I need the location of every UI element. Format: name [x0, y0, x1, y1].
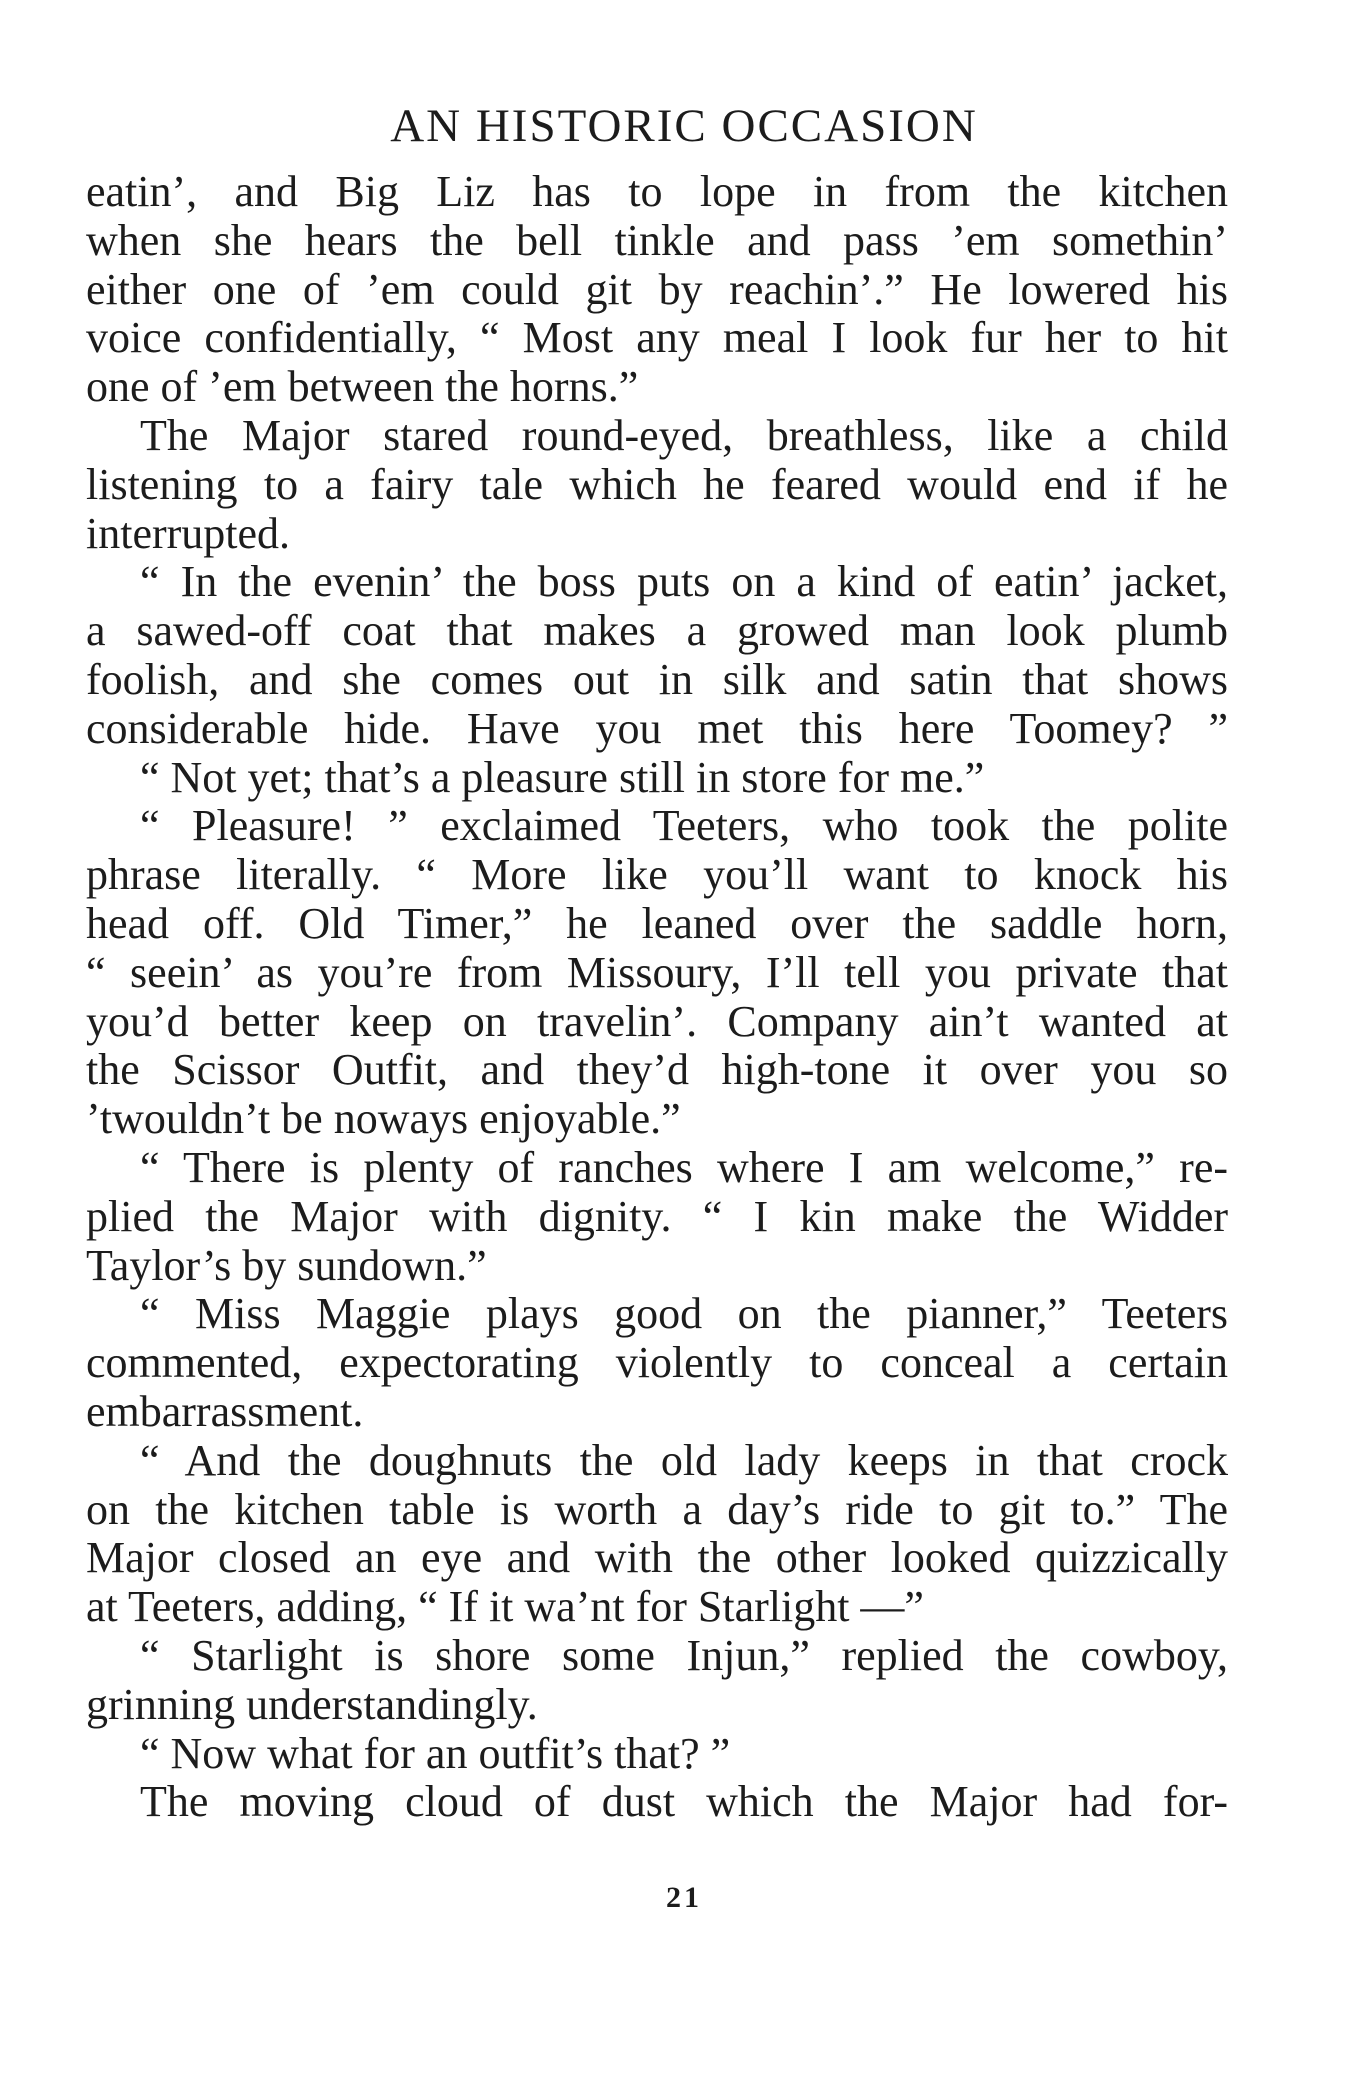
text-line: eatin’, and Big Liz has to lope in from the kitchen	[86, 167, 1228, 216]
text-line: on the kitchen table is worth a day’s ride to git to.” The	[86, 1485, 1228, 1534]
text-line: “ There is plenty of ranches where I am welcome,” re-	[140, 1143, 1228, 1192]
text-line: foolish, and she comes out in silk and satin that shows	[86, 655, 1228, 704]
text-line: the Scissor Outfit, and they’d high-tone it over you so	[86, 1045, 1228, 1094]
text-line: you’d better keep on travelin’. Company ain’t wanted at	[86, 997, 1228, 1046]
text-line: embarrassment.	[86, 1387, 364, 1436]
text-line: “ Now what for an outfit’s that? ”	[140, 1729, 731, 1778]
text-line: “ seein’ as you’re from Missoury, I’ll tell you private that	[86, 948, 1228, 997]
text-line: The Major stared round-eyed, breathless, like a child	[140, 411, 1228, 460]
text-line: listening to a fairy tale which he feared would end if he	[86, 460, 1228, 509]
text-line: plied the Major with dignity. “ I kin make the Widder	[86, 1192, 1228, 1241]
text-line: interrupted.	[86, 509, 291, 558]
text-line: “ Not yet; that’s a pleasure still in store for me.”	[140, 753, 985, 802]
text-line: “ Starlight is shore some Injun,” replied the cowboy,	[140, 1631, 1228, 1680]
running-title: AN HISTORIC OCCASION	[390, 100, 978, 152]
text-line: “ In the evenin’ the boss puts on a kind of eatin’ jacket,	[140, 557, 1228, 606]
text-line: Major closed an eye and with the other looked quizzically	[86, 1533, 1228, 1582]
text-line: head off. Old Timer,” he leaned over the saddle horn,	[86, 899, 1228, 948]
text-line: phrase literally. “ More like you’ll want to knock his	[86, 850, 1228, 899]
text-line: commented, expectorating violently to conceal a certain	[86, 1338, 1228, 1387]
text-line: “ Miss Maggie plays good on the pianner,” Teeters	[140, 1289, 1228, 1338]
text-line: ’twouldn’t be noways enjoyable.”	[86, 1094, 681, 1143]
text-line: a sawed-off coat that makes a growed man look plumb	[86, 606, 1228, 655]
text-line: one of ’em between the horns.”	[86, 362, 639, 411]
text-line: voice confidentially, “ Most any meal I look fur her to hit	[86, 313, 1228, 362]
text-line: “ Pleasure! ” exclaimed Teeters, who took the polite	[140, 801, 1228, 850]
page-number: 21	[666, 1881, 702, 1914]
text-line: at Teeters, adding, “ If it wa’nt for Starlight —”	[86, 1582, 924, 1631]
text-line: Taylor’s by sundown.”	[86, 1241, 487, 1290]
text-line: considerable hide. Have you met this here Toomey? ”	[86, 704, 1228, 753]
text-line: grinning understandingly.	[86, 1680, 538, 1729]
text-line: when she hears the bell tinkle and pass ’em somethin’	[86, 216, 1228, 265]
text-line: The moving cloud of dust which the Major had for-	[140, 1777, 1228, 1826]
text-line: “ And the doughnuts the old lady keeps in that crock	[140, 1436, 1228, 1485]
text-line: either one of ’em could git by reachin’.” He lowered his	[86, 265, 1228, 314]
